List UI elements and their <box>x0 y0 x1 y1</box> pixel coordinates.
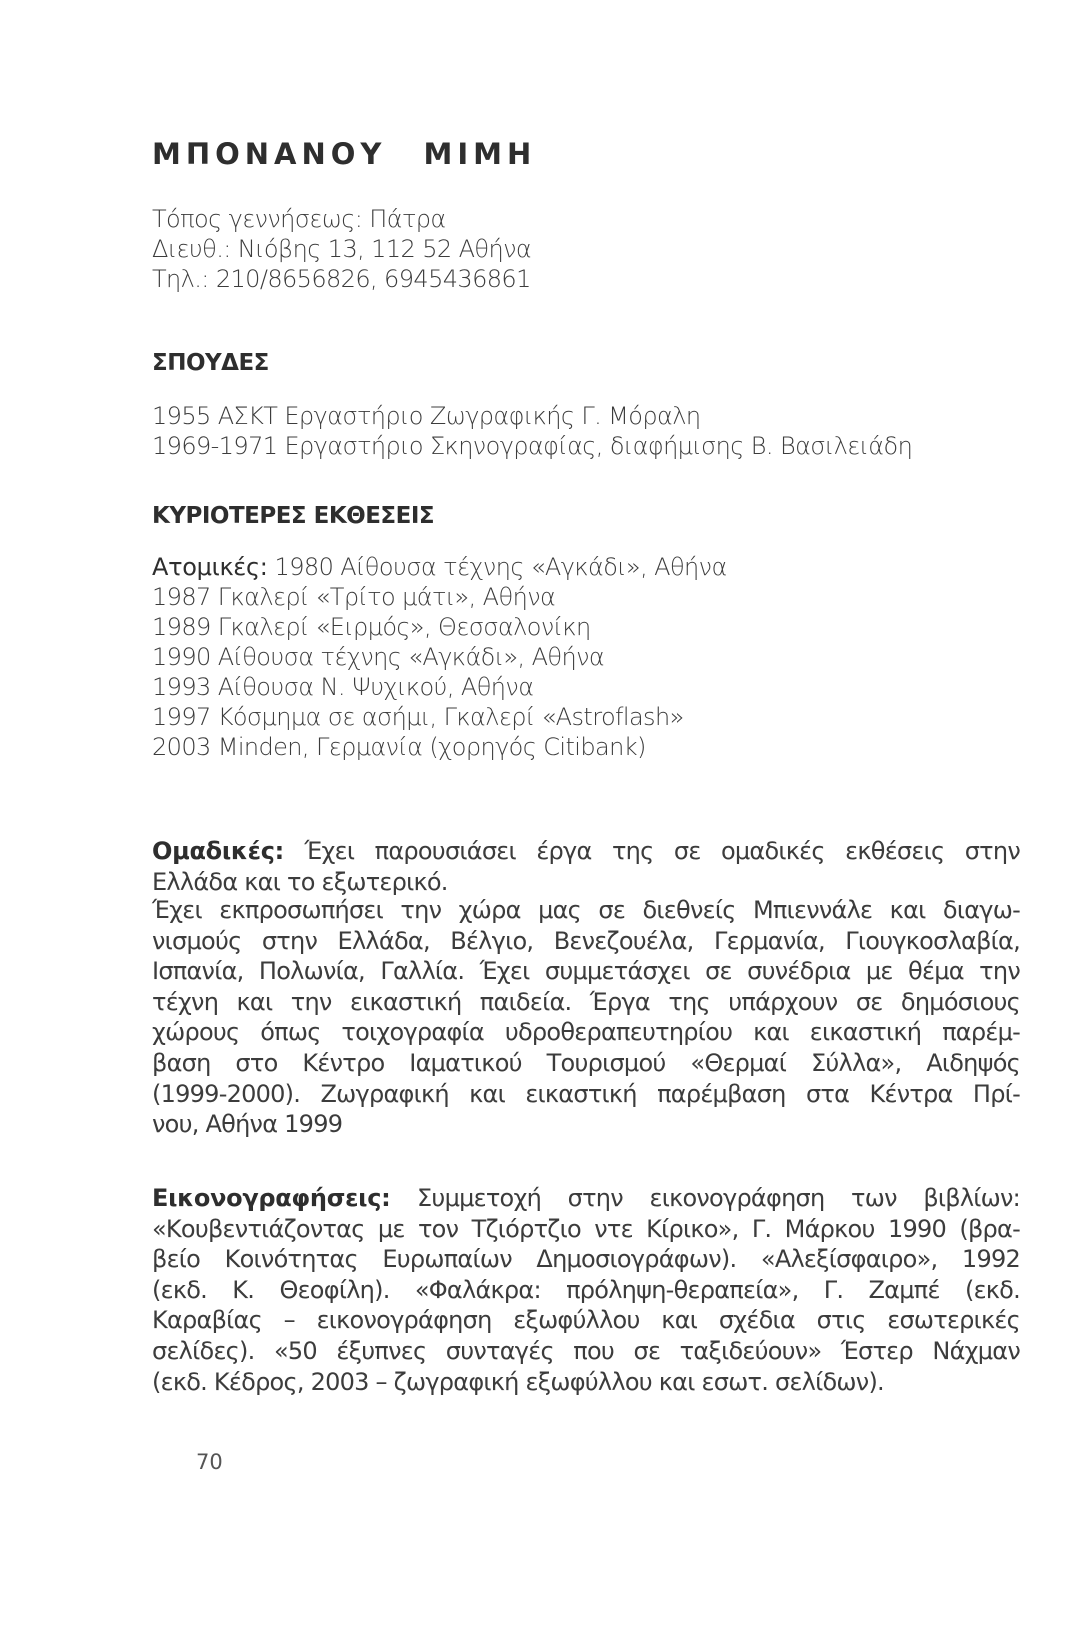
studies-heading: ΣΠΟΥΔΕΣ <box>152 350 269 376</box>
studies-item: 1955 ΑΣΚΤ Εργαστήριο Ζωγραφικής Γ. Μόραλη <box>152 402 701 430</box>
paragraph-line: νισμούς στην Ελλάδα, Βέλγιο, Βενεζουέλα, Γερμανία, Γιουγκοσλαβία, <box>152 926 1020 955</box>
paragraph-line: βείο Κοινότητας Ευρωπαίων Δημοσιογράφων). «Αλεξίσφαιρο», 1992 <box>152 1245 1020 1274</box>
group-label: Ομαδικές: <box>152 837 284 865</box>
solo-first-item: 1980 Αίθουσα τέχνης «Αγκάδι», Αθήνα <box>267 553 727 581</box>
artist-name: ΜΠΟΝΑΝΟΥ ΜΙΜΗ <box>152 137 537 171</box>
paragraph-line: (εκδ. Κ. Θεοφίλη). «Φαλάκρα: πρόληψη-θεραπεία», Γ. Ζαμπέ (εκδ. <box>152 1275 1020 1304</box>
exhibitions-heading: ΚΥΡΙΟΤΕΡΕΣ ΕΚΘΕΣΕΙΣ <box>152 503 435 529</box>
paragraph-line: τέχνη και την εικαστική παιδεία. Έργα της υπάρχουν σε δημόσιους <box>152 987 1020 1016</box>
paragraph-line: Καραβίας – εικονογράφηση εξωφύλλου και σχέδια στις εσωτερικές <box>152 1306 1020 1335</box>
paragraph-line: βαση στο Κέντρο Ιαματικού Τουρισμού «Θερμαί Σύλλα», Αιδηψός <box>152 1048 1020 1077</box>
illustrations-intro: Συμμετοχή στην εικονογράφηση των βιβλίων: <box>390 1184 1020 1212</box>
paragraph-line: σελίδες). «50 έξυπνες συνταγές που σε ταξιδεύουν» Έστερ Νάχμαν <box>152 1336 1020 1365</box>
birthplace: Τόπος γεννήσεως: Πάτρα <box>152 205 446 233</box>
solo-item: 1997 Κόσμημα σε ασήμι, Γκαλερί «Astroflash» <box>152 703 684 731</box>
paragraph-line: χώρους όπως τοιχογραφία υδροθεραπευτηρίου και εικαστική παρέμ- <box>152 1018 1020 1047</box>
group-text: Έχει παρουσιάσει έργα της σε ομαδικές εκθέσεις στην <box>283 837 1020 865</box>
contact-info <box>152 204 1020 294</box>
solo-label: Ατομικές: <box>152 553 268 581</box>
paragraph-line: νου, Αθήνα 1999 <box>152 1110 343 1139</box>
solo-first-line <box>152 552 1020 582</box>
illustrations-paragraph <box>152 1183 1020 1397</box>
paragraph-line: «Κουβεντιάζοντας με τον Τζιόρτζιο ντε Κίρικο», Γ. Μάρκου 1990 (βρα- <box>152 1214 1020 1243</box>
address: Διευθ.: Νιόβης 13, 112 52 Αθήνα <box>152 235 532 263</box>
paragraph-line: Ισπανία, Πολωνία, Γαλλία. Έχει συμμετάσχει σε συνέδρια με θέμα την <box>152 957 1020 986</box>
phone: Τηλ.: 210/8656826, 6945436861 <box>152 265 531 293</box>
page-number: 70 <box>196 1450 223 1474</box>
solo-item: 2003 Minden, Γερμανία (χορηγός Citibank) <box>152 733 646 761</box>
solo-exhibitions <box>152 552 1020 762</box>
paragraph-line: (1999-2000). Ζωγραφική και εικαστική παρέμβαση στα Κέντρα Πρί- <box>152 1079 1020 1108</box>
solo-item: 1993 Αίθουσα Ν. Ψυχικού, Αθήνα <box>152 673 534 701</box>
representation-paragraph <box>152 895 1020 1140</box>
studies-list <box>152 401 1020 461</box>
illustrations-label: Εικονογραφήσεις: <box>152 1184 391 1212</box>
solo-item: 1990 Αίθουσα τέχνης «Αγκάδι», Αθήνα <box>152 643 605 671</box>
group-second-line: Ελλάδα και το εξωτερικό. <box>152 867 448 896</box>
paragraph-line: Έχει εκπροσωπήσει την χώρα μας σε διεθνείς Μπιεννάλε και διαγω- <box>152 896 1020 924</box>
paragraph-line: (εκδ. Κέδρος, 2003 – ζωγραφική εξωφύλλου και εσωτ. σελίδων). <box>152 1367 884 1396</box>
illustrations-first-line <box>152 1183 1020 1214</box>
solo-item: 1987 Γκαλερί «Τρίτο μάτι», Αθήνα <box>152 583 556 611</box>
group-exhibitions <box>152 836 1020 897</box>
studies-item: 1969-1971 Εργαστήριο Σκηνογραφίας, διαφήμισης Β. Βασιλειάδη <box>152 432 913 460</box>
group-first-line <box>152 836 1020 867</box>
solo-item: 1989 Γκαλερί «Ειρμός», Θεσσαλονίκη <box>152 613 591 641</box>
